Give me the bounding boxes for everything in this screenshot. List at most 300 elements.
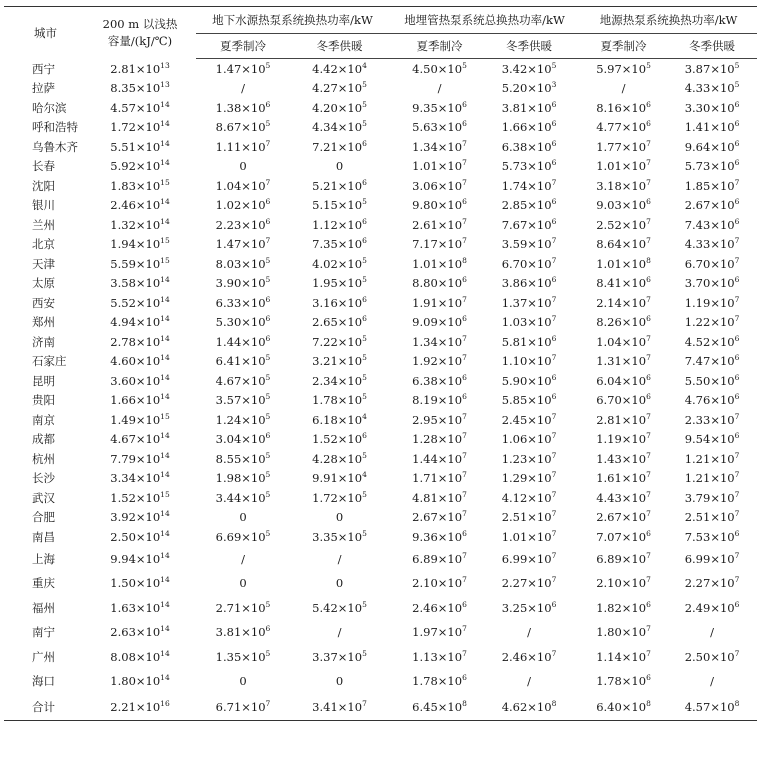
- times-ten: ×10: [241, 178, 266, 193]
- value-cell: [574, 391, 667, 411]
- exponent: 5: [362, 450, 367, 460]
- value-cell: [574, 215, 667, 235]
- value-cell: [196, 410, 290, 430]
- times-ten: ×10: [437, 315, 463, 330]
- value-cell: [290, 410, 389, 430]
- mantissa: 1.37: [501, 295, 528, 310]
- times-ten: ×10: [337, 61, 363, 76]
- times-ten: ×10: [710, 159, 735, 174]
- value-cell: [84, 215, 196, 235]
- value-cell: [389, 332, 484, 352]
- value-cell: [484, 79, 574, 99]
- times-ten: ×10: [710, 649, 735, 664]
- value-cell: [574, 118, 667, 138]
- times-ten: ×10: [135, 120, 161, 135]
- times-ten: ×10: [621, 276, 647, 291]
- value-cell: [484, 547, 574, 572]
- value-cell: [389, 430, 484, 450]
- times-ten: ×10: [135, 451, 161, 466]
- times-ten: ×10: [337, 451, 363, 466]
- table-row: [4, 157, 757, 177]
- value-cell: [84, 391, 196, 411]
- exponent: 5: [265, 392, 271, 402]
- exponent: 6: [362, 138, 367, 148]
- value-cell: [484, 176, 574, 196]
- value-cell: [84, 371, 196, 391]
- mantissa: 4.52: [684, 334, 711, 349]
- times-ten: ×10: [437, 276, 463, 291]
- city-cell: 银川: [32, 198, 55, 213]
- times-ten: ×10: [241, 120, 266, 135]
- times-ten: ×10: [337, 699, 363, 714]
- times-ten: ×10: [621, 120, 647, 135]
- mantissa: 6.69: [215, 529, 242, 544]
- value-cell: [667, 293, 757, 313]
- exponent: 6: [551, 275, 557, 285]
- mantissa: 2.21: [110, 699, 136, 714]
- exponent: 7: [646, 489, 651, 499]
- mantissa: 1.63: [110, 600, 136, 615]
- times-ten: ×10: [241, 315, 266, 330]
- value-cell: [84, 645, 196, 670]
- times-ten: ×10: [337, 529, 363, 544]
- exponent: 14: [160, 333, 170, 343]
- value-cell: [484, 620, 574, 645]
- mantissa: 9.35: [412, 100, 438, 115]
- times-ten: ×10: [527, 699, 552, 714]
- header-city: 城市: [4, 7, 84, 59]
- mantissa: 6.70: [501, 256, 528, 271]
- exponent: 7: [551, 314, 557, 324]
- value-cell: [667, 694, 757, 721]
- mantissa: 5.81: [501, 334, 528, 349]
- value-cell: [84, 527, 196, 547]
- times-ten: ×10: [527, 393, 552, 408]
- value-cell: [290, 669, 389, 694]
- times-ten: ×10: [710, 178, 735, 193]
- mantissa: 6.33: [215, 295, 242, 310]
- times-ten: ×10: [710, 510, 735, 525]
- times-ten: ×10: [527, 295, 552, 310]
- times-ten: ×10: [621, 256, 647, 271]
- exponent: 7: [462, 294, 467, 304]
- city-cell: 杭州: [32, 451, 55, 466]
- exponent: 7: [646, 177, 651, 187]
- mantissa: 4.57: [684, 699, 711, 714]
- exponent: 6: [646, 673, 651, 683]
- mantissa: 1.01: [412, 256, 438, 271]
- times-ten: ×10: [621, 471, 647, 486]
- mantissa: 4.94: [110, 315, 136, 330]
- times-ten: ×10: [135, 674, 161, 689]
- value-cell: [667, 508, 757, 528]
- exponent: 14: [160, 648, 170, 658]
- value-cell: [290, 352, 389, 372]
- value-cell: [667, 254, 757, 274]
- times-ten: ×10: [337, 198, 363, 213]
- exponent: 16: [160, 698, 170, 708]
- exponent: 7: [265, 236, 271, 246]
- exponent: 6: [734, 119, 740, 129]
- mantissa: 0: [239, 159, 247, 174]
- mantissa: 1.21: [684, 471, 711, 486]
- mantissa: 2.52: [596, 217, 622, 232]
- mantissa: 4.57: [110, 100, 136, 115]
- mantissa: 1.32: [110, 217, 136, 232]
- header-ground-source: 地源热泵系统换热功率/kW: [574, 7, 757, 34]
- times-ten: ×10: [241, 295, 266, 310]
- exponent: 7: [646, 216, 651, 226]
- value-cell: [196, 98, 290, 118]
- times-ten: ×10: [621, 432, 647, 447]
- times-ten: ×10: [337, 295, 363, 310]
- value-cell: [389, 645, 484, 670]
- mantissa: 1.14: [596, 649, 622, 664]
- exponent: 6: [362, 294, 367, 304]
- mantissa: 8.19: [412, 393, 438, 408]
- mantissa: 5.63: [412, 120, 438, 135]
- mantissa: 7.47: [684, 354, 711, 369]
- mantissa: 4.33: [684, 81, 711, 96]
- mantissa: 6.18: [312, 412, 338, 427]
- times-ten: ×10: [621, 217, 647, 232]
- exponent: 7: [551, 470, 557, 480]
- exponent: 5: [362, 275, 367, 285]
- table-header: [4, 7, 757, 59]
- mantissa: /: [710, 674, 714, 689]
- times-ten: ×10: [710, 139, 735, 154]
- mantissa: 1.35: [215, 649, 242, 664]
- exponent: 7: [551, 489, 557, 499]
- exponent: 7: [734, 470, 740, 480]
- mantissa: 7.21: [312, 139, 338, 154]
- value-cell: [290, 313, 389, 333]
- mantissa: 2.10: [412, 576, 438, 591]
- city-cell: 济南: [32, 334, 55, 349]
- times-ten: ×10: [621, 600, 647, 615]
- mantissa: 1.19: [596, 432, 622, 447]
- mantissa: 6.40: [596, 699, 622, 714]
- mantissa: 1.24: [215, 412, 242, 427]
- exponent: 7: [646, 294, 651, 304]
- exponent: 14: [160, 673, 170, 683]
- value-cell: [389, 274, 484, 294]
- exponent: 7: [646, 648, 651, 658]
- exponent: 14: [160, 431, 170, 441]
- exponent: 14: [160, 624, 170, 634]
- value-cell: [389, 235, 484, 255]
- exponent: 7: [646, 550, 651, 560]
- city-cell: 长春: [32, 159, 55, 174]
- value-cell: [84, 620, 196, 645]
- table-row: [4, 571, 757, 596]
- mantissa: 4.02: [312, 256, 338, 271]
- value-cell: [484, 118, 574, 138]
- exponent: 6: [646, 528, 651, 538]
- times-ten: ×10: [135, 276, 161, 291]
- header-groundwater-winter: 冬季供暖: [290, 34, 389, 59]
- mantissa: 1.31: [596, 354, 622, 369]
- value-cell: [484, 410, 574, 430]
- table-row: [4, 98, 757, 118]
- times-ten: ×10: [710, 354, 735, 369]
- value-cell: [667, 620, 757, 645]
- table-row: [4, 176, 757, 196]
- value-cell: [290, 488, 389, 508]
- times-ten: ×10: [527, 432, 552, 447]
- value-cell: [290, 508, 389, 528]
- mantissa: 2.95: [412, 412, 438, 427]
- mantissa: 1.85: [684, 178, 711, 193]
- exponent: 5: [265, 489, 271, 499]
- exponent: 8: [551, 698, 557, 708]
- value-cell: [290, 293, 389, 313]
- table-row: [4, 527, 757, 547]
- table-row: [4, 274, 757, 294]
- times-ten: ×10: [621, 576, 647, 591]
- exponent: 6: [551, 372, 557, 382]
- mantissa: 1.72: [110, 120, 136, 135]
- times-ten: ×10: [710, 490, 735, 505]
- exponent: 7: [646, 450, 651, 460]
- value-cell: [389, 547, 484, 572]
- value-cell: [389, 371, 484, 391]
- mantissa: 4.33: [684, 237, 711, 252]
- mantissa: 1.72: [312, 490, 338, 505]
- times-ten: ×10: [437, 490, 463, 505]
- value-cell: [667, 313, 757, 333]
- exponent: 6: [646, 372, 651, 382]
- value-cell: [290, 118, 389, 138]
- exponent: 14: [160, 392, 170, 402]
- exponent: 7: [646, 509, 651, 519]
- exponent: 6: [265, 216, 271, 226]
- mantissa: 7.17: [412, 237, 438, 252]
- mantissa: 2.63: [110, 625, 136, 640]
- value-cell: [290, 449, 389, 469]
- times-ten: ×10: [710, 699, 735, 714]
- table-row: [4, 313, 757, 333]
- value-cell: [574, 254, 667, 274]
- mantissa: 1.98: [215, 471, 242, 486]
- value-cell: [667, 176, 757, 196]
- value-cell: [84, 488, 196, 508]
- value-cell: [84, 274, 196, 294]
- value-cell: [389, 596, 484, 621]
- times-ten: ×10: [527, 276, 552, 291]
- times-ten: ×10: [621, 451, 647, 466]
- times-ten: ×10: [621, 100, 647, 115]
- times-ten: ×10: [437, 625, 463, 640]
- times-ten: ×10: [437, 699, 463, 714]
- mantissa: 1.22: [684, 315, 711, 330]
- times-ten: ×10: [135, 510, 161, 525]
- times-ten: ×10: [621, 373, 647, 388]
- times-ten: ×10: [527, 139, 552, 154]
- mantissa: 8.55: [215, 451, 242, 466]
- times-ten: ×10: [621, 354, 647, 369]
- exponent: 5: [362, 99, 367, 109]
- exponent: 6: [462, 197, 467, 207]
- exponent: 7: [646, 158, 651, 168]
- exponent: 6: [462, 99, 467, 109]
- exponent: 6: [734, 528, 740, 538]
- times-ten: ×10: [135, 315, 161, 330]
- table-row: [4, 508, 757, 528]
- value-cell: [484, 157, 574, 177]
- mantissa: 1.10: [501, 354, 528, 369]
- table-row: [4, 118, 757, 138]
- value-cell: [196, 694, 290, 721]
- times-ten: ×10: [710, 334, 735, 349]
- mantissa: 1.19: [684, 295, 711, 310]
- value-cell: [484, 430, 574, 450]
- exponent: 7: [462, 236, 467, 246]
- times-ten: ×10: [710, 551, 735, 566]
- mantissa: 1.77: [596, 139, 622, 154]
- value-cell: [84, 669, 196, 694]
- exponent: 6: [734, 216, 740, 226]
- mantissa: 1.34: [412, 334, 438, 349]
- mantissa: /: [621, 81, 626, 96]
- exponent: 5: [362, 353, 367, 363]
- value-cell: [667, 430, 757, 450]
- mantissa: 0: [239, 674, 247, 689]
- times-ten: ×10: [527, 510, 552, 525]
- exponent: 5: [265, 470, 271, 480]
- times-ten: ×10: [621, 198, 647, 213]
- mantissa: 0: [335, 510, 344, 525]
- mantissa: 2.34: [312, 373, 338, 388]
- mantissa: 4.60: [110, 354, 136, 369]
- exponent: 7: [734, 509, 740, 519]
- exponent: 7: [551, 575, 557, 585]
- mantissa: 1.49: [110, 412, 136, 427]
- value-cell: [84, 118, 196, 138]
- times-ten: ×10: [710, 412, 735, 427]
- times-ten: ×10: [135, 576, 161, 591]
- mantissa: 5.15: [312, 198, 338, 213]
- mantissa: 3.44: [215, 490, 242, 505]
- times-ten: ×10: [135, 471, 161, 486]
- times-ten: ×10: [527, 551, 552, 566]
- mantissa: 8.80: [412, 276, 438, 291]
- value-cell: [574, 527, 667, 547]
- exponent: 7: [646, 333, 651, 343]
- exponent: 7: [462, 158, 467, 168]
- times-ten: ×10: [437, 529, 463, 544]
- times-ten: ×10: [527, 576, 552, 591]
- value-cell: [574, 449, 667, 469]
- times-ten: ×10: [337, 100, 363, 115]
- table-row: [4, 391, 757, 411]
- times-ten: ×10: [135, 61, 161, 76]
- table-row: [4, 79, 757, 99]
- times-ten: ×10: [241, 490, 266, 505]
- times-ten: ×10: [437, 373, 463, 388]
- value-cell: [574, 508, 667, 528]
- times-ten: ×10: [710, 393, 735, 408]
- exponent: 7: [646, 411, 651, 421]
- value-cell: [196, 215, 290, 235]
- times-ten: ×10: [710, 529, 735, 544]
- mantissa: 1.78: [596, 674, 622, 689]
- mantissa: 0: [335, 576, 344, 591]
- value-cell: [667, 547, 757, 572]
- times-ten: ×10: [135, 256, 161, 271]
- value-cell: [389, 469, 484, 489]
- times-ten: ×10: [135, 295, 161, 310]
- times-ten: ×10: [710, 256, 735, 271]
- times-ten: ×10: [135, 490, 161, 505]
- value-cell: [389, 620, 484, 645]
- mantissa: 7.67: [501, 217, 528, 232]
- value-cell: [667, 332, 757, 352]
- mantissa: 9.09: [412, 315, 438, 330]
- mantissa: 2.46: [412, 600, 438, 615]
- table-row: [4, 293, 757, 313]
- exponent: 5: [646, 60, 651, 70]
- value-cell: [84, 157, 196, 177]
- value-cell: [290, 547, 389, 572]
- value-cell: [196, 508, 290, 528]
- mantissa: 9.64: [684, 139, 711, 154]
- value-cell: [484, 293, 574, 313]
- value-cell: [290, 137, 389, 157]
- mantissa: 3.81: [215, 625, 242, 640]
- exponent: 6: [551, 119, 557, 129]
- value-cell: [196, 669, 290, 694]
- times-ten: ×10: [135, 334, 161, 349]
- times-ten: ×10: [241, 471, 266, 486]
- exponent: 7: [551, 509, 557, 519]
- mantissa: 4.50: [412, 61, 438, 76]
- value-cell: [389, 118, 484, 138]
- times-ten: ×10: [135, 178, 161, 193]
- mantissa: 6.99: [684, 551, 711, 566]
- times-ten: ×10: [337, 393, 363, 408]
- city-cell: 郑州: [32, 315, 55, 330]
- value-cell: [389, 176, 484, 196]
- value-cell: [484, 669, 574, 694]
- exponent: 5: [265, 528, 271, 538]
- times-ten: ×10: [241, 529, 266, 544]
- times-ten: ×10: [135, 412, 161, 427]
- exponent: 6: [265, 294, 271, 304]
- header-buried-pipe: 地埋管热泵系统总换热功率/kW: [389, 7, 574, 34]
- exponent: 7: [734, 575, 740, 585]
- mantissa: 2.51: [684, 510, 711, 525]
- value-cell: [389, 352, 484, 372]
- times-ten: ×10: [437, 551, 463, 566]
- mantissa: /: [241, 81, 245, 96]
- mantissa: 1.91: [412, 295, 438, 310]
- value-cell: [196, 488, 290, 508]
- value-cell: [667, 449, 757, 469]
- exponent: 8: [462, 255, 467, 265]
- mantissa: 7.53: [684, 529, 711, 544]
- times-ten: ×10: [527, 100, 552, 115]
- exponent: 5: [265, 353, 271, 363]
- mantissa: 7.35: [312, 237, 338, 252]
- mantissa: 5.51: [110, 139, 136, 154]
- exponent: 7: [646, 353, 651, 363]
- times-ten: ×10: [241, 412, 266, 427]
- value-cell: [196, 176, 290, 196]
- table-row: [4, 669, 757, 694]
- mantissa: /: [337, 625, 342, 640]
- exponent: 6: [265, 333, 271, 343]
